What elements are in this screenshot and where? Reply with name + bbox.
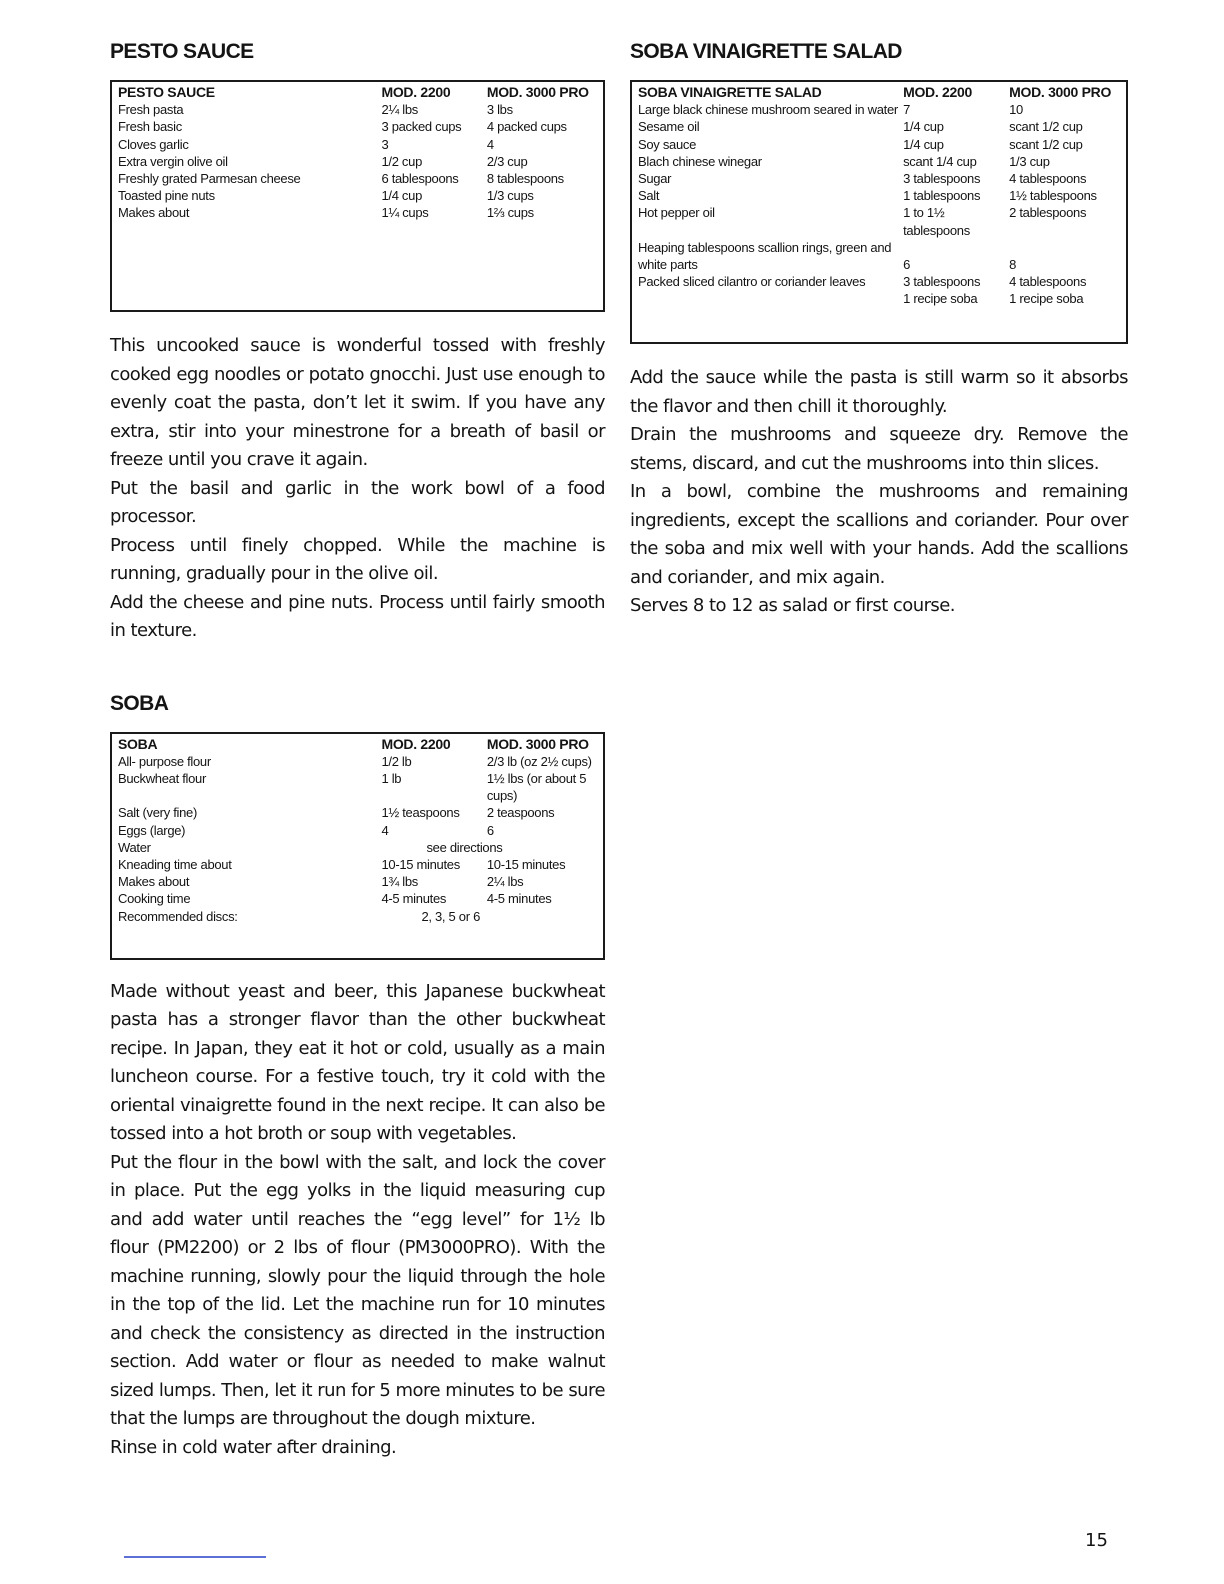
ingredient: Fresh basic (118, 119, 182, 135)
amount-3000: 8 (1009, 257, 1017, 273)
soba-table-box (110, 732, 605, 960)
amount-2200: 6 tablespoons (381, 171, 459, 187)
soba-heading: SOBA (110, 691, 169, 715)
salad-paragraph: Add the sauce while the pasta is still warm so it absorbs the flavor and then chill it thoroughly. (630, 367, 1128, 417)
table-row (118, 153, 597, 170)
ingredient: Fresh pasta (118, 102, 184, 118)
table-row (118, 873, 597, 890)
salad-paragraph: In a bowl, combine the mushrooms and remaining ingredients, except the scallions and coriander. Pour over the soba and mix well with your hands. Add the scallions and coriander, and mix again. (630, 481, 1128, 588)
ingredient: Sugar (638, 171, 672, 187)
amount-2200: 1 to 1½ tablespoons (903, 205, 970, 238)
soba-instructions (110, 978, 605, 1463)
ingredient: Packed sliced cilantro or coriander leaves (638, 274, 866, 290)
ingredient: Blach chinese winegar (638, 153, 762, 169)
amount-3000: 4 tablespoons (1009, 171, 1087, 187)
table-row (118, 136, 597, 153)
amount-3000: 2 tablespoons (1009, 205, 1087, 221)
table-row (638, 136, 1120, 153)
amount-3000: 2/3 cup (486, 153, 528, 169)
pesto-table-header (118, 84, 597, 101)
left-column (110, 40, 605, 1462)
pesto-paragraph: Put the basil and garlic in the work bowl of a food processor. (110, 477, 605, 527)
ingredient: Eggs (large) (118, 822, 186, 838)
table-row (118, 804, 597, 821)
amount-2200: scant 1/4 cup (903, 153, 977, 169)
amount-3000: 4 tablespoons (1009, 274, 1087, 290)
amount-2200: 1¾ lbs (381, 874, 418, 890)
table-row (638, 239, 1120, 273)
ingredient: Extra vergin olive oil (118, 153, 228, 169)
amount-2200: 3 packed cups (381, 119, 462, 135)
pesto-header-name: PESTO SAUCE (118, 84, 215, 100)
ingredient: Freshly grated Parmesan cheese (118, 171, 301, 187)
amount-2200: 6 (903, 257, 911, 273)
amount-both: see directions (426, 839, 503, 855)
ingredient: Water (118, 839, 151, 855)
amount-2200: 1½ teaspoons (381, 805, 460, 821)
page-number: 15 (1085, 1530, 1108, 1551)
right-column (630, 40, 1128, 621)
ingredient: Large black chinese mushroom seared in water (638, 102, 898, 118)
salad-table-box (630, 80, 1128, 344)
amount-2200: 1/4 cup (903, 119, 944, 135)
amount-both: 2, 3, 5 or 6 (421, 908, 481, 924)
ingredient: Soy sauce (638, 136, 697, 152)
amount-3000: scant 1/2 cup (1009, 119, 1083, 135)
pesto-paragraph: Add the cheese and pine nuts. Process until fairly smooth in texture. (110, 591, 605, 641)
soba-table-header (118, 736, 597, 753)
salad-header-mod3000: MOD. 3000 PRO (1009, 84, 1112, 100)
footer-rule (124, 1556, 266, 1558)
amount-2200: 3 tablespoons (903, 171, 981, 187)
table-row (638, 118, 1120, 135)
amount-2200: 1 recipe soba (903, 291, 978, 307)
table-row (118, 187, 597, 204)
amount-3000: 4 packed cups (486, 119, 567, 135)
table-row (118, 101, 597, 118)
table-row (638, 153, 1120, 170)
soba-header-mod2200: MOD. 2200 (381, 735, 451, 752)
amount-2200: 3 tablespoons (903, 274, 981, 290)
amount-2200: 1/4 cup (381, 188, 422, 204)
ingredient (638, 290, 903, 307)
table-row (118, 856, 597, 873)
amount-2200: 10-15 minutes (381, 856, 460, 872)
table-row (638, 204, 1120, 238)
amount-3000: 6 (486, 822, 494, 838)
soba-paragraph: Made without yeast and beer, this Japanese buckwheat pasta has a stronger flavor than the other buckwheat recipe. In Japan, they eat it hot or cold, usually as a main luncheon course. For a festive touch, try it cold with the oriental vinaigrette found in the next recipe. It can also be tossed into a hot broth or soup with vegetables. (110, 980, 605, 1144)
amount-3000: 2 teaspoons (486, 805, 555, 821)
amount-2200: 1/2 lb (381, 753, 412, 769)
amount-2200: 1¼ cups (381, 205, 429, 221)
amount-3000: 4-5 minutes (486, 891, 552, 907)
amount-3000: 1/3 cup (1009, 153, 1050, 169)
ingredient: Makes about (118, 874, 190, 890)
amount-3000: 1½ tablespoons (1009, 188, 1097, 204)
ingredient: Salt (638, 188, 660, 204)
soba-table (118, 736, 597, 925)
table-row (118, 890, 597, 907)
soba-paragraph: Put the flour in the bowl with the salt, and lock the cover in place. Put the egg yolks in the liquid measuring cup and add water until reaches the “egg level” for 1½ lb flour (PM2200) or 2 lbs of flour (PM3000PRO). With the machine running, slowly pour the liquid through the hole in the top of the lid. Let the machine run for 10 minutes and check the consistency as directed in the instruction section. Add water or flour as needed to make walnut sized lumps. Then, let it run for 5 more minutes to be sure that the lumps are throughout the dough mixture. (110, 1151, 605, 1429)
table-row (118, 753, 597, 770)
amount-2200: 3 (381, 136, 389, 152)
amount-3000: 1½ lbs (or about 5 cups) (486, 770, 587, 804)
amount-3000: 1/3 cups (486, 188, 534, 204)
salad-paragraph: Drain the mushrooms and squeeze dry. Remove the stems, discard, and cut the mushrooms into thin slices. (630, 424, 1128, 474)
pesto-table-box (110, 80, 605, 312)
amount-3000: 10-15 minutes (486, 856, 566, 872)
table-row (638, 290, 1120, 307)
amount-3000: 10 (1009, 102, 1023, 118)
table-row (118, 839, 597, 856)
salad-instructions (630, 364, 1128, 621)
soba-header-name: SOBA (118, 735, 158, 752)
amount-2200: 4 (381, 822, 389, 838)
amount-2200: 4-5 minutes (381, 891, 447, 907)
ingredient: Sesame oil (638, 119, 700, 135)
ingredient: Salt (very fine) (118, 805, 198, 821)
salad-heading: SOBA VINAIGRETTE SALAD (630, 40, 902, 63)
ingredient: Makes about (118, 205, 190, 221)
amount-3000: 4 (486, 136, 494, 152)
ingredient: Cooking time (118, 891, 191, 907)
ingredient: Heaping tablespoons scallion rings, green and white parts (638, 239, 892, 273)
salad-table (638, 84, 1120, 308)
pesto-paragraph: Process until finely chopped. While the machine is running, gradually pour in the olive oil. (110, 534, 605, 584)
amount-2200: 7 (903, 102, 911, 118)
amount-2200: 1 lb (381, 770, 402, 786)
pesto-instructions (110, 332, 605, 646)
ingredient: Buckwheat flour (118, 770, 206, 786)
amount-3000: 1⅔ cups (486, 205, 534, 221)
ingredient: Toasted pine nuts (118, 188, 215, 204)
amount-2200: 1/2 cup (381, 153, 422, 169)
amount-2200: 1 tablespoons (903, 188, 981, 204)
table-row (638, 101, 1120, 118)
ingredient: All- purpose flour (118, 753, 211, 769)
salad-table-header (638, 84, 1120, 101)
pesto-heading: PESTO SAUCE (110, 40, 254, 63)
ingredient: Kneading time about (118, 856, 232, 872)
salad-header-mod2200: MOD. 2200 (903, 84, 972, 100)
ingredient: Hot pepper oil (638, 205, 715, 221)
table-row (118, 908, 597, 925)
pesto-table (118, 84, 597, 222)
salad-header-name: SOBA VINAIGRETTE SALAD (638, 84, 822, 100)
amount-2200: 1/4 cup (903, 136, 944, 152)
soba-paragraph: Rinse in cold water after draining. (110, 1436, 397, 1458)
table-row (118, 204, 597, 221)
table-row (638, 187, 1120, 204)
amount-3000: scant 1/2 cup (1009, 136, 1083, 152)
ingredient: Cloves garlic (118, 136, 189, 152)
amount-3000: 8 tablespoons (486, 171, 564, 187)
amount-3000: 3 lbs (486, 102, 513, 118)
table-row (638, 273, 1120, 290)
pesto-header-mod2200: MOD. 2200 (381, 84, 451, 100)
table-row (118, 170, 597, 187)
amount-3000: 2¼ lbs (486, 874, 524, 890)
soba-header-mod3000: MOD. 3000 PRO (486, 735, 589, 752)
pesto-paragraph: This uncooked sauce is wonderful tossed with freshly cooked egg noodles or potato gnocchi. Just use enough to evenly coat the pasta, don’t let it swim. If you have any extra, stir into your minestrone for a breath of basil or freeze until you crave it again. (110, 335, 605, 470)
table-row (118, 770, 597, 804)
salad-paragraph: Serves 8 to 12 as salad or first course. (630, 595, 955, 616)
amount-3000: 1 recipe soba (1009, 291, 1084, 307)
table-row (118, 118, 597, 135)
amount-3000: 2/3 lb (oz 2½ cups) (486, 753, 592, 769)
amount-2200: 2¼ lbs (381, 102, 418, 118)
ingredient: Recommended discs: (118, 908, 238, 924)
table-row (118, 822, 597, 839)
pesto-header-mod3000: MOD. 3000 PRO (486, 84, 589, 100)
table-row (638, 170, 1120, 187)
